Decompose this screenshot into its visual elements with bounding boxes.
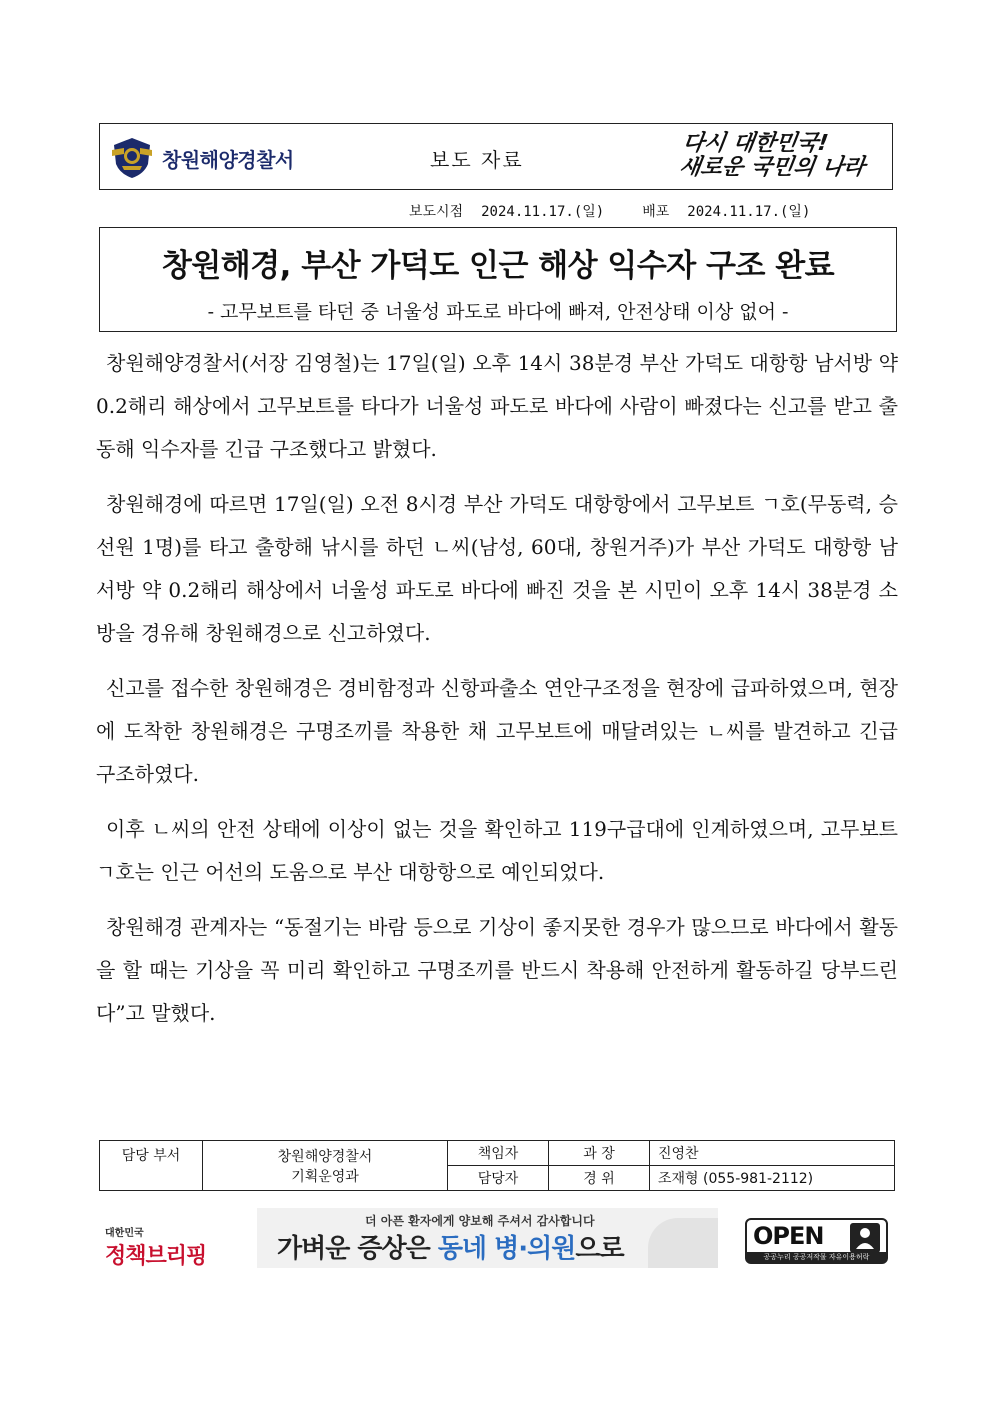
release-label: 보도시점 xyxy=(409,204,464,220)
paragraph: 창원해경 관계자는 “동절기는 바람 등으로 기상이 좋지못한 경우가 많으므로 바다에서 활동을 할 때는 기상을 꼭 미리 확인하고 구명조끼를 반드시 착용해 안전하게 활동하길 당부드린다”고 말했다. xyxy=(96,915,898,1025)
banner-main-c: 으로 xyxy=(575,1234,624,1264)
briefing-big: 정책브리핑 xyxy=(105,1244,207,1269)
open-text: OPEN xyxy=(753,1222,824,1250)
article-body xyxy=(96,342,898,1047)
policy-briefing-logo xyxy=(105,1224,206,1270)
slogan-line-2: 새로운 국민의 나라 xyxy=(677,155,867,180)
staff-rank: 경 위 xyxy=(549,1166,650,1191)
press-header xyxy=(99,123,893,190)
staff-label: 담당자 xyxy=(448,1166,549,1191)
headline: 창원해경, 부산 가덕도 인근 해상 익수자 구조 완료 xyxy=(161,248,835,284)
open-caption: 공공누리 공공저작물 자유이용허락 xyxy=(747,1252,886,1262)
banner-decoration xyxy=(648,1218,718,1268)
paragraph: 창원해경에 따르면 17일(일) 오전 8시경 부산 가덕도 대항항에서 고무보트 ㄱ호(무동력, 승선원 1명)를 타고 출항해 낚시를 하던 ㄴ씨(남성, 60대, 창원거주)가 부산 가덕도 대항항 남서방 약 0.2해리 해상에서 너울성 파도로 바다에 빠진 것을 본 시민이 오후 14시 38분경 소방을 경유해 창원해경으로 신고하였다. xyxy=(96,492,898,645)
resp-label: 책임자 xyxy=(448,1141,549,1166)
title-box xyxy=(99,227,897,332)
doc-type: 보도 자료 xyxy=(430,148,524,172)
bottom-banners xyxy=(0,1208,992,1268)
paragraph: 창원해양경찰서(서장 김영철)는 17일(일) 오후 14시 38분경 부산 가덕도 대항항 남서방 약 0.2해리 해상에서 고무보트를 타다가 너울성 파도로 바다에 사람이 빠졌다는 신고를 받고 출동해 익수자를 긴급 구조했다고 밝혔다. xyxy=(96,351,898,461)
subhead: - 고무보트를 타던 중 너울성 파도로 바다에 빠져, 안전상태 이상 없어 - xyxy=(207,301,789,323)
resp-name: 진영찬 xyxy=(650,1141,895,1166)
dept-label: 담당 부서 xyxy=(100,1141,203,1191)
banner-main-a: 가벼운 증상은 xyxy=(277,1234,438,1264)
dept-cell xyxy=(203,1141,448,1191)
kogl-open-badge xyxy=(745,1218,888,1264)
distribute-date: 2024.11.17.(일) xyxy=(687,204,811,220)
slogan-line-1: 다시 대한민국! xyxy=(680,131,830,156)
banner-top-text: 더 아픈 환자에게 양보해 주셔서 감사합니다 xyxy=(365,1214,595,1228)
campaign-banner xyxy=(257,1208,718,1268)
distribute-label: 배포 xyxy=(642,204,670,220)
slogan xyxy=(677,132,869,180)
briefing-small: 대한민국 xyxy=(105,1228,144,1239)
banner-main-text xyxy=(277,1228,624,1265)
banner-main-b: 동네 병·의원 xyxy=(437,1234,576,1264)
dept-team: 기획운영과 xyxy=(291,1168,359,1185)
coast-guard-emblem-icon xyxy=(110,136,154,180)
paragraph: 신고를 접수한 창원해경은 경비함정과 신항파출소 연안구조정을 현장에 급파하였으며, 현장에 도착한 창원해경은 구명조끼를 착용한 채 고무보트에 매달려있는 ㄴ씨를 발견하고 긴급 구조하였다. xyxy=(96,676,898,786)
resp-rank: 과 장 xyxy=(549,1141,650,1166)
release-date: 2024.11.17.(일) xyxy=(481,204,605,220)
paragraph: 이후 ㄴ씨의 안전 상태에 이상이 없는 것을 확인하고 119구급대에 인계하였으며, 고무보트 ㄱ호는 인근 어선의 도움으로 부산 대항항으로 예인되었다. xyxy=(96,817,898,884)
org-logo xyxy=(110,136,294,180)
staff-name: 조재형 (055-981-2112) xyxy=(650,1166,895,1191)
person-icon xyxy=(850,1223,880,1253)
release-dates xyxy=(409,201,810,221)
contact-table xyxy=(99,1140,895,1191)
org-name: 창원해양경찰서 xyxy=(162,147,294,172)
dept-name: 창원해양경찰서 xyxy=(277,1148,373,1165)
